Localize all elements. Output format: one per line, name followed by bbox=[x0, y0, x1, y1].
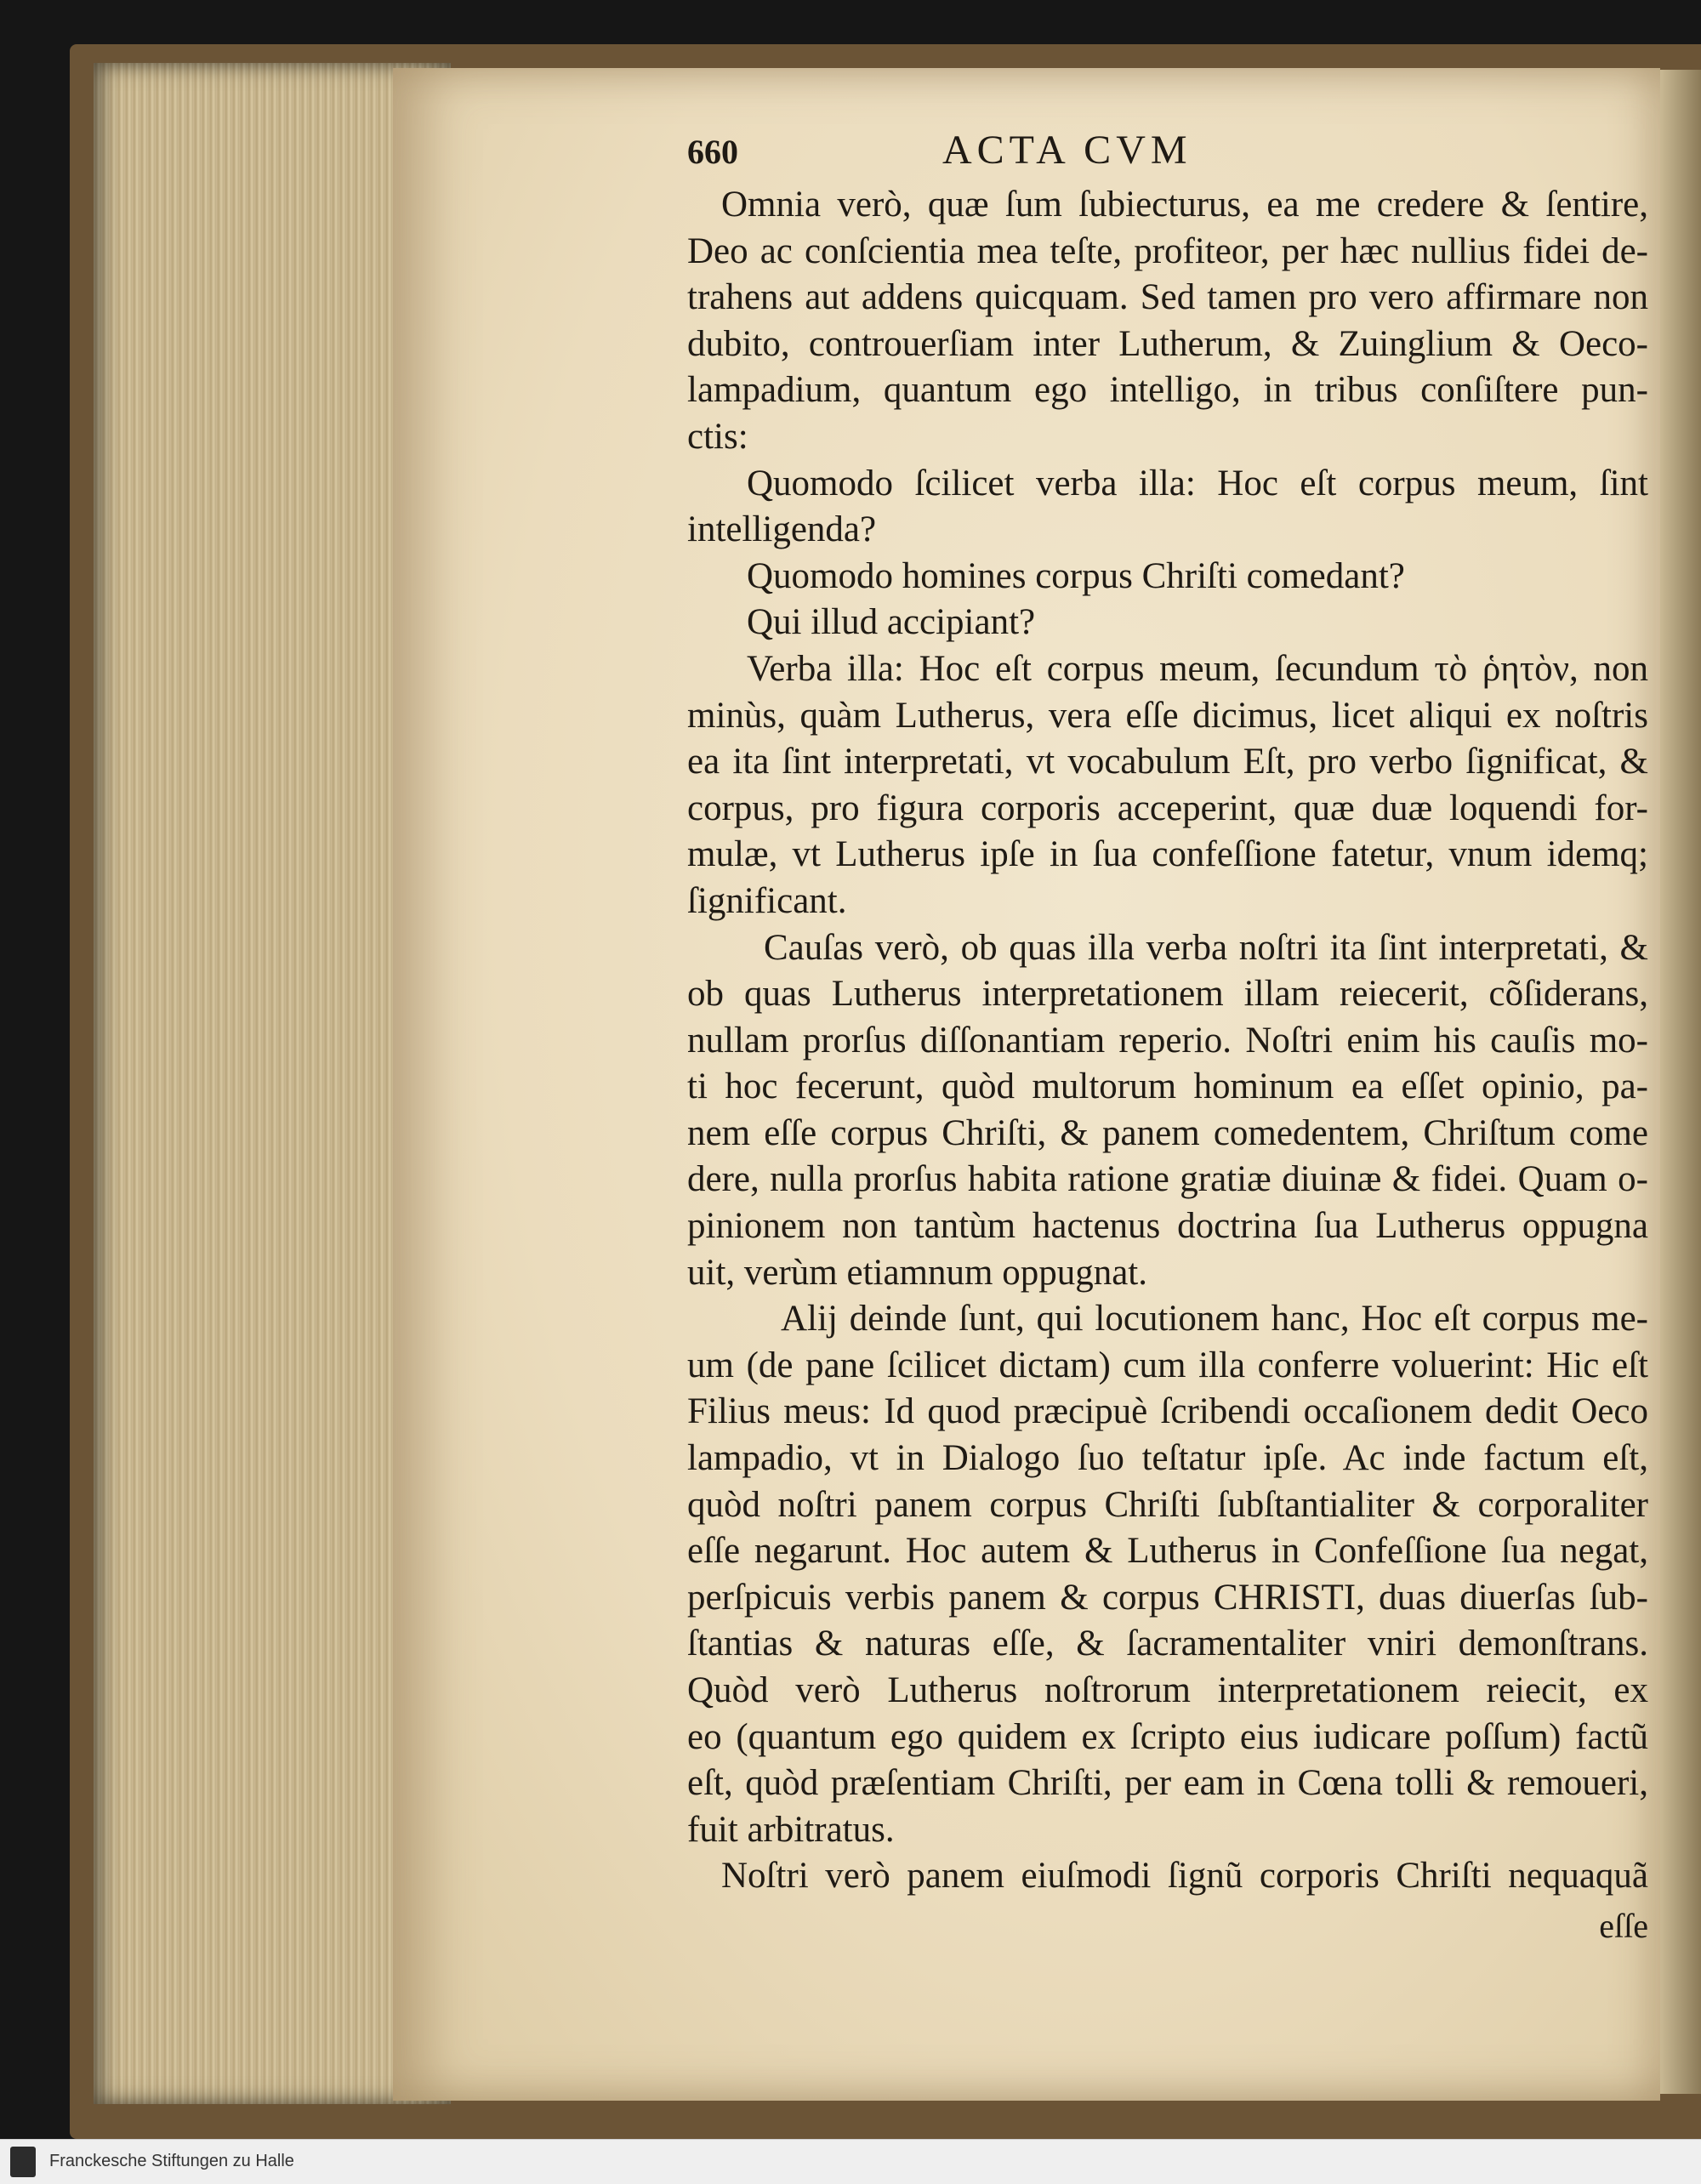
text-line: uit, verùm etiamnum oppugnat. bbox=[687, 1252, 1147, 1293]
text-line: mulæ, vt Lutherus ipſe in ſua confeſſione fatetur, vnum idemq; bbox=[687, 834, 1648, 875]
page-right-edge bbox=[1660, 70, 1701, 2094]
library-logo-icon bbox=[10, 2147, 36, 2177]
text-line: fuit arbitratus. bbox=[687, 1809, 895, 1850]
text-line: um (de pane ſcilicet dictam) cum illa conferre voluerint: Hic eſt bbox=[687, 1345, 1648, 1385]
text-line: nem eſſe corpus Chriſti, & panem comedentem, Chriſtum come bbox=[687, 1112, 1648, 1153]
text-line: quòd noſtri panem corpus Chriſti ſubſtantialiter & corporaliter bbox=[687, 1484, 1648, 1525]
text-line: Qui illud accipiant? bbox=[747, 602, 1036, 643]
text-line: ea ita ſint interpretati, vt vocabulum Eſt, pro verbo ſignificat, & bbox=[687, 742, 1648, 782]
text-line: eſt, quòd præſentiam Chriſti, per eam in Cœna tolli & remoueri, bbox=[687, 1763, 1648, 1804]
text-line: lampadium, quantum ego intelligo, in tribus conſiſtere pun- bbox=[687, 370, 1648, 411]
catchword: eſſe bbox=[1599, 1906, 1648, 1945]
text-line: Quomodo ſcilicet verba illa: Hoc eſt corpus meum, ſint bbox=[747, 463, 1648, 503]
footer-bar bbox=[0, 2139, 1701, 2184]
page-number: 660 bbox=[687, 133, 738, 171]
text-line: dubito, controuerſiam inter Lutherum, & Zuinglium & Oeco- bbox=[687, 323, 1648, 364]
library-name: Franckesche Stiftungen zu Halle bbox=[49, 2152, 294, 2170]
text-line: nullam prorſus diſſonantiam reperio. Noſtri enim his cauſis mo- bbox=[687, 1020, 1648, 1061]
text-line: Cauſas verò, ob quas illa verba noſtri ita ſint interpretati, & bbox=[764, 927, 1648, 968]
text-line: trahens aut addens quicquam. Sed tamen pro vero affirmare non bbox=[687, 277, 1648, 318]
page-header bbox=[687, 128, 1648, 182]
text-line: lampadio, vt in Dialogo ſuo teſtatur ipſe. Ac inde factum eſt, bbox=[687, 1438, 1648, 1479]
text-line: minùs, quàm Lutherus, vera eſſe dicimus, licet aliqui ex noſtris bbox=[687, 695, 1648, 736]
text-line: Alij deinde ſunt, qui locutionem hanc, Hoc eſt corpus me- bbox=[781, 1299, 1648, 1339]
text-line: Verba illa: Hoc eſt corpus meum, ſecundum τὸ ῥητὸν, non bbox=[747, 648, 1648, 689]
text-line: perſpicuis verbis panem & corpus CHRISTI, duas diuerſas ſub- bbox=[687, 1577, 1648, 1618]
text-line: intelligenda? bbox=[687, 509, 877, 550]
running-head: ACTA CVM bbox=[942, 128, 1192, 173]
text-line: ob quas Lutherus interpretationem illam reiecerit, cõſiderans, bbox=[687, 974, 1648, 1015]
text-line: dere, nulla prorſus habita ratione gratiæ diuinæ & fidei. Quam o- bbox=[687, 1159, 1648, 1200]
text-line: Quòd verò Lutherus noſtrorum interpretationem reiecit, ex bbox=[687, 1670, 1648, 1710]
text-line: Omnia verò, quæ ſum ſubiecturus, ea me credere & ſentire, bbox=[721, 185, 1648, 225]
text-line: ti hoc fecerunt, quòd multorum hominum ea eſſet opinio, pa- bbox=[687, 1066, 1648, 1107]
text-line: Filius meus: Id quod præcipuè ſcribendi occaſionem dedit Oeco bbox=[687, 1391, 1648, 1432]
text-line: corpus, pro figura corporis acceperint, quæ duæ loquendi for- bbox=[687, 788, 1648, 828]
text-line: Noſtri verò panem eiuſmodi ſignũ corporis Chriſti nequaquã bbox=[721, 1856, 1648, 1897]
page-text bbox=[687, 128, 1648, 1950]
text-line: Deo ac conſcientia mea teſte, profiteor, per hæc nullius fidei de- bbox=[687, 230, 1648, 271]
text-line: Quomodo homines corpus Chriſti comedant? bbox=[747, 555, 1405, 596]
text-line: ſignificant. bbox=[687, 880, 847, 921]
text-line: ſtantias & naturas eſſe, & ſacramentaliter vniri demonſtrans. bbox=[687, 1624, 1648, 1664]
text-line: ctis: bbox=[687, 416, 748, 457]
text-line: pinionem non tantùm hactenus doctrina ſua Lutherus oppugna bbox=[687, 1206, 1648, 1247]
text-line: eo (quantum ego quidem ex ſcripto eius iudicare poſſum) factũ bbox=[687, 1716, 1648, 1757]
text-line: eſſe negarunt. Hoc autem & Lutherus in Confeſſione ſua negat, bbox=[687, 1531, 1648, 1572]
